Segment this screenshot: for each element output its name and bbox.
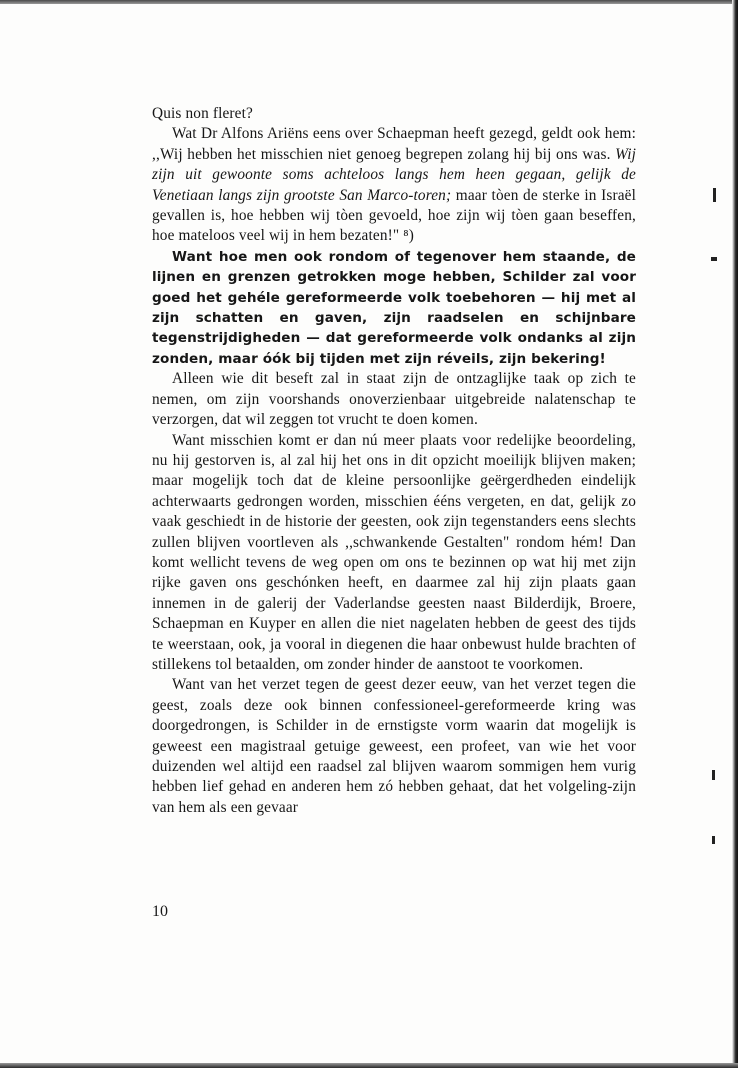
text-segment: Want misschien komt er dan nú meer plaats voor redelijke beoordeling, nu hij gestorven is, al zal hij het ons in dit opzicht moeilijk blijven maken; maar mogelijk toch dat de kleine persoonlijke geërgerdheden eindelijk achterwaarts gedrongen worden, misschien ééns vergeten, en dat, gelijk zo vaak geschiedt in de historie der geesten, ook zijn tegenstanders eens slechts zullen blijven voortleven als ,,schwankende Gestalten" rondom hém! Dan komt wellicht tevens de weg open om ons te bezinnen op wat hij met zijn rijke gaven ons geschónken heeft, en daarmee zal hij zijn plaats gaan innemen in de galerij der Vaderlandse geesten naast Bilderdijk, Broere, Schaepman en Kuyper en allen die niet nagelaten hebben de geest des tijds te weerstaan, ook, ja vooral in diegenen die haar onbewust hulde brachten of stillekens tol betaalden, om zonder hinder de aanstoot te voorkomen. xyxy=(152,431,636,673)
paragraph xyxy=(152,675,636,818)
page-binding-edge xyxy=(732,0,738,1068)
text-segment: Quis non fleret? xyxy=(152,105,253,122)
paragraph xyxy=(152,369,636,430)
text-segment: Alleen wie dit beseft zal in staat zijn de ontzaglijke taak op zich te nemen, om zijn voorshands onoverzienbaar uitgebreide nalatenschap te verzorgen, dat wil zeggen tot vrucht te doen komen. xyxy=(152,370,636,429)
text-segment: Want hoe men ook rondom of tegenover hem staande, de lijnen en grenzen getrokken moge hebben, Schilder zal voor goed het gehéle gereformeerde volk toebehoren — hij met al zijn schatten en gaven, zijn raadselen en schijnbare tegenstrijdigheden — dat gereformeerde volk ondanks al zijn zonden, maar óók bij tijden met zijn réveils, zijn bekering! xyxy=(152,248,636,367)
paragraph xyxy=(152,431,636,676)
paragraph-bold xyxy=(152,247,636,369)
scan-mark xyxy=(711,257,717,261)
paragraph xyxy=(152,124,636,246)
body-text xyxy=(152,104,636,818)
top-edge xyxy=(0,0,738,4)
paragraph xyxy=(152,104,636,124)
scan-mark xyxy=(712,770,715,780)
text-segment: Want van het verzet tegen de geest dezer eeuw, van het verzet tegen die geest, zoals deze ook binnen confessioneel-gereformeerde kring was doorgedrongen, is Schilder in de ernstigste vorm waarin dat mogelijk is geweest een magistraal getuige geweest, een profeet, van wie het voor duizenden wel altijd een raadsel zal blijven waarom sommigen hem vurig hebben lief gehad en anderen hem zó hebben gehaat, dat het volgeling-zijn van hem als een gevaar xyxy=(152,676,636,816)
page-number: 10 xyxy=(152,903,168,920)
text-segment: maar tòen de sterke in Israël gevallen is, hoe hebben wij tòen gevoeld, hoe zijn wij tòen gaan beseffen, hoe mateloos veel wij in hem bezaten!" ⁸) xyxy=(152,186,637,245)
text-segment: Wat Dr Alfons Ariëns eens over Schaepman heeft gezegd, geldt ook hem: ,,Wij hebben het misschien niet genoeg begrepen zolang hij bij ons was. xyxy=(152,125,636,163)
bottom-edge xyxy=(0,1063,738,1068)
text-segment-italic: Wij zijn uit gewoonte soms achteloos langs hem heen gegaan, gelijk de Venetiaan langs zijn grootste San Marco-toren; xyxy=(152,145,636,204)
scan-mark xyxy=(712,836,715,844)
scan-mark xyxy=(713,188,716,202)
